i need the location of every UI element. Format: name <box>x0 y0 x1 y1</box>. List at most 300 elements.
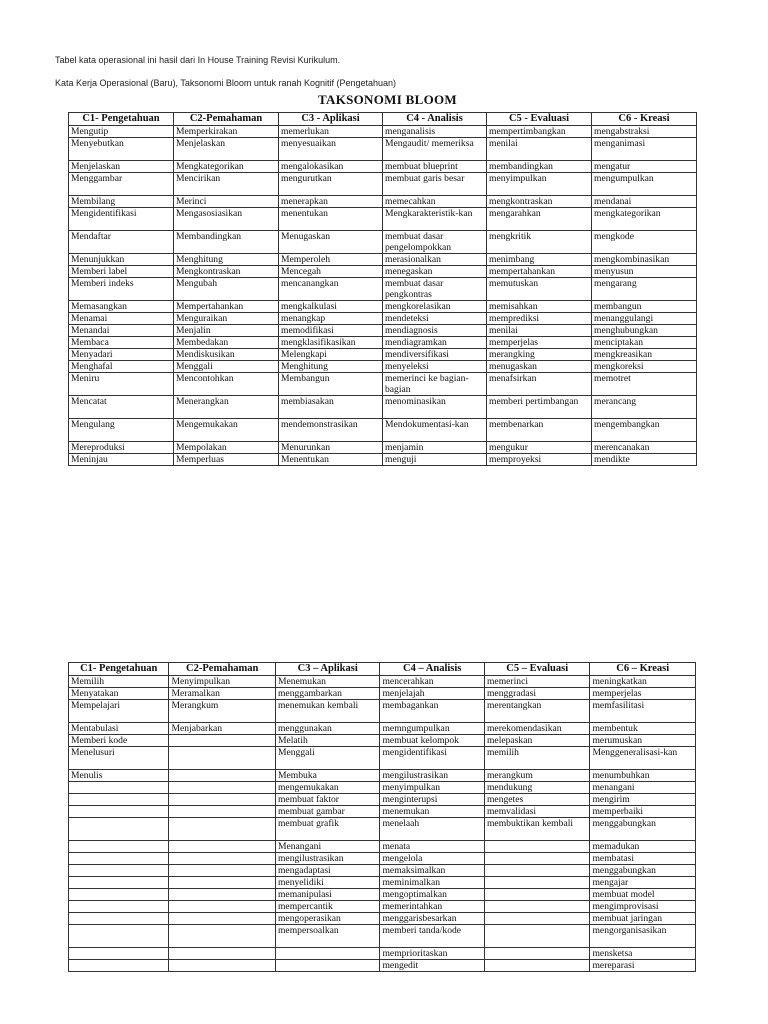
table-cell: Membandingkan <box>174 231 279 254</box>
table-cell: Mereproduksi <box>69 442 174 454</box>
table-cell: memfasilitasi <box>590 700 696 723</box>
table-cell: merasionalkan <box>383 254 487 266</box>
table-cell: Mengkontraskan <box>174 266 279 278</box>
table-cell: menjamin <box>383 442 487 454</box>
table-cell: mendiagnosis <box>383 325 487 337</box>
table-cell: mereparasi <box>590 960 696 972</box>
table-cell: menggarisbesarkan <box>380 913 485 925</box>
table-cell: memngumpulkan <box>380 723 485 735</box>
table-row <box>69 925 696 948</box>
table-cell: mendiversifikasi <box>383 349 487 361</box>
table-cell <box>169 735 276 747</box>
table-row <box>69 889 696 901</box>
column-header: C6 - Kreasi <box>592 113 697 126</box>
table-cell: mengetes <box>484 794 590 806</box>
table-cell: menganalisis <box>383 126 487 138</box>
table-cell: menyeleksi <box>383 361 487 373</box>
table-cell: Mengemukakan <box>174 419 279 442</box>
table-cell: menangkap <box>279 313 383 325</box>
table-cell: Mentabulasi <box>69 723 169 735</box>
table-cell: Menandai <box>69 325 174 337</box>
table-cell: membuat dasar pengkontras <box>383 278 487 301</box>
table-cell: Mencontohkan <box>174 373 279 396</box>
table-cell: mempersoalkan <box>275 925 380 948</box>
table-cell <box>169 853 276 865</box>
table-cell: Memperkirakan <box>174 126 279 138</box>
table-cell: mendemonstrasikan <box>279 419 383 442</box>
table-row <box>69 196 697 208</box>
table-cell: mengajar <box>590 877 696 889</box>
table-cell: mendanai <box>592 196 697 208</box>
table-cell: Merangkum <box>169 700 276 723</box>
column-header: C6 – Kreasi <box>590 663 696 676</box>
table-cell: mendeteksi <box>383 313 487 325</box>
table-cell <box>169 925 276 948</box>
table-cell <box>69 841 169 853</box>
column-header: C4 – Analisis <box>380 663 485 676</box>
table-cell: menciptakan <box>592 337 697 349</box>
table-row <box>69 266 697 278</box>
table-cell: membuktikan kembali <box>484 818 590 841</box>
table-cell: mengoperasikan <box>275 913 380 925</box>
table-cell: menafsirkan <box>487 373 592 396</box>
table-cell: Memberi kode <box>69 735 169 747</box>
table-row <box>69 723 696 735</box>
table-cell: mengarang <box>592 278 697 301</box>
table-cell <box>169 901 276 913</box>
table-cell: Mengubah <box>174 278 279 301</box>
table-cell: memprediksi <box>487 313 592 325</box>
column-header: C1- Pengetahuan <box>69 663 169 676</box>
table-cell: mengabstraksi <box>592 126 697 138</box>
table-cell: Menulis <box>69 770 169 782</box>
table-cell: menggabungkan <box>590 865 696 877</box>
table-row <box>69 231 697 254</box>
table-cell: membagankan <box>380 700 485 723</box>
table-cell <box>484 925 590 948</box>
table-cell: memvalidasi <box>484 806 590 818</box>
table-row <box>69 313 697 325</box>
table-cell: memperbaiki <box>590 806 696 818</box>
table-cell: membenarkan <box>487 419 592 442</box>
table-cell: mendikte <box>592 454 697 466</box>
table-cell: menumbuhkan <box>590 770 696 782</box>
table-row <box>69 770 696 782</box>
table-cell: memperjelas <box>590 688 696 700</box>
table-cell: Menamai <box>69 313 174 325</box>
table-row <box>69 688 696 700</box>
table-cell <box>69 925 169 948</box>
table-cell: mendiagramkan <box>383 337 487 349</box>
table-cell: memberi tanda/kode <box>380 925 485 948</box>
table-cell: mengemukakan <box>275 782 380 794</box>
table-cell: memberi pertimbangan <box>487 396 592 419</box>
table-cell: Meramalkan <box>169 688 276 700</box>
table-cell: menggambarkan <box>275 688 380 700</box>
table-cell <box>69 948 169 960</box>
table-cell: menyimpulkan <box>380 782 485 794</box>
table-cell: mengelola <box>380 853 485 865</box>
table-cell: melepaskan <box>484 735 590 747</box>
table-cell: menilai <box>487 325 592 337</box>
table-cell: mengilustrasikan <box>275 853 380 865</box>
table-cell: Menerangkan <box>174 396 279 419</box>
table-cell <box>169 841 276 853</box>
table-cell: menentukan <box>279 208 383 231</box>
table-cell: Menentukan <box>279 454 383 466</box>
table-cell: memperjelas <box>487 337 592 349</box>
table-cell: Menjelaskan <box>174 138 279 161</box>
table-row <box>69 865 696 877</box>
table-cell: membandingkan <box>487 161 592 173</box>
table-cell: memerlukan <box>279 126 383 138</box>
table-cell <box>484 853 590 865</box>
table-cell: menemukan kembali <box>275 700 380 723</box>
table-cell: mengkombinasikan <box>592 254 697 266</box>
table-cell: mengatur <box>592 161 697 173</box>
table-row <box>69 419 697 442</box>
table-cell: Mengutip <box>69 126 174 138</box>
table-row <box>69 454 697 466</box>
table-cell: memodifikasi <box>279 325 383 337</box>
table-cell <box>484 901 590 913</box>
table-cell: Membedakan <box>174 337 279 349</box>
table-cell: merentangkan <box>484 700 590 723</box>
table-cell: mencerahkan <box>380 676 485 688</box>
table-cell: mendukung <box>484 782 590 794</box>
table-row <box>69 325 697 337</box>
table-cell: mengalokasikan <box>279 161 383 173</box>
table-cell: menimbang <box>487 254 592 266</box>
table-cell: Menemukan <box>275 676 380 688</box>
table-cell: Mendaftar <box>69 231 174 254</box>
table-cell <box>169 782 276 794</box>
table-cell: Mengaudit/ memeriksa <box>383 138 487 161</box>
table-row <box>69 818 696 841</box>
table-cell <box>484 841 590 853</box>
table-cell: membatasi <box>590 853 696 865</box>
table-cell: Menugaskan <box>279 231 383 254</box>
intro-line-2: Kata Kerja Operasional (Baru), Taksonomi Bloom untuk ranah Kognitif (Pengetahuan) <box>55 78 397 88</box>
table-cell <box>69 877 169 889</box>
table-cell <box>169 948 276 960</box>
table-cell: Memperoleh <box>279 254 383 266</box>
table-row <box>69 278 697 301</box>
table-cell: meningkatkan <box>590 676 696 688</box>
table-row <box>69 396 697 419</box>
table-row <box>69 794 696 806</box>
table-cell: menilai <box>487 138 592 161</box>
table-cell: mengorganisasikan <box>590 925 696 948</box>
table-cell: Memberi indeks <box>69 278 174 301</box>
table-cell: meminimalkan <box>380 877 485 889</box>
table-row <box>69 782 696 794</box>
table-cell: memaksimalkan <box>380 865 485 877</box>
table-row <box>69 138 697 161</box>
table-cell: Menjalin <box>174 325 279 337</box>
table-row <box>69 676 696 688</box>
table-cell: menangani <box>590 782 696 794</box>
table-cell: memerinci ke bagian-bagian <box>383 373 487 396</box>
table-row <box>69 735 696 747</box>
table-cell: memanipulasi <box>275 889 380 901</box>
table-cell: mengkalkulasi <box>279 301 383 313</box>
table-cell <box>69 806 169 818</box>
table-cell: mengkontraskan <box>487 196 592 208</box>
table-row <box>69 913 696 925</box>
table-cell: mengarahkan <box>487 208 592 231</box>
table-cell <box>484 960 590 972</box>
table-cell: Mengasosiasikan <box>174 208 279 231</box>
table-cell: Mengidentifikasi <box>69 208 174 231</box>
table-row <box>69 853 696 865</box>
table-cell: Membilang <box>69 196 174 208</box>
table-cell: menggradasi <box>484 688 590 700</box>
table-cell: merancang <box>592 396 697 419</box>
table-cell: Menurunkan <box>279 442 383 454</box>
table-cell <box>169 877 276 889</box>
table-cell: mengkorelasikan <box>383 301 487 313</box>
table-cell: menghubungkan <box>592 325 697 337</box>
table-cell <box>169 913 276 925</box>
table-cell: memadukan <box>590 841 696 853</box>
table-row <box>69 254 697 266</box>
table-cell: Membangun <box>279 373 383 396</box>
table-cell: menggabungkan <box>590 818 696 841</box>
bloom-table-2 <box>68 662 696 972</box>
table-cell: Mencirikan <box>174 173 279 196</box>
table-cell: mengimprovisasi <box>590 901 696 913</box>
table-cell: membuat model <box>590 889 696 901</box>
table-cell: membuat blueprint <box>383 161 487 173</box>
table-cell: mengkategorikan <box>592 208 697 231</box>
table-cell: Melengkapi <box>279 349 383 361</box>
table-row <box>69 301 697 313</box>
table-cell <box>69 901 169 913</box>
table-cell: merencanakan <box>592 442 697 454</box>
table-cell: mempertahankan <box>487 266 592 278</box>
table-cell: membangun <box>592 301 697 313</box>
table-cell: Menyadari <box>69 349 174 361</box>
table-cell <box>484 865 590 877</box>
table-cell: membuat gambar <box>275 806 380 818</box>
table-cell: memerinci <box>484 676 590 688</box>
table-cell: mengadaptasi <box>275 865 380 877</box>
table-cell: menelaah <box>380 818 485 841</box>
table-cell: membuat jaringan <box>590 913 696 925</box>
table-cell: Menggeneralisasi-kan <box>590 747 696 770</box>
table-cell <box>484 889 590 901</box>
table-cell: Menghitung <box>279 361 383 373</box>
table-cell: menggunakan <box>275 723 380 735</box>
table-cell <box>484 877 590 889</box>
table-cell <box>484 913 590 925</box>
table-cell: mengkreasikan <box>592 349 697 361</box>
table-cell <box>69 818 169 841</box>
table-cell: Merinci <box>174 196 279 208</box>
table-cell: Mempelajari <box>69 700 169 723</box>
table-cell <box>69 853 169 865</box>
table-cell: mengklasifikasikan <box>279 337 383 349</box>
table-cell: membuat garis besar <box>383 173 487 196</box>
table-cell: Membaca <box>69 337 174 349</box>
table-cell <box>275 960 380 972</box>
table-row <box>69 349 697 361</box>
table-cell: Menangani <box>275 841 380 853</box>
table-cell: mengurutkan <box>279 173 383 196</box>
table-cell: Menggali <box>275 747 380 770</box>
table-cell: menganimasi <box>592 138 697 161</box>
table-cell: Menyebutkan <box>69 138 174 161</box>
table-cell: Menjabarkan <box>169 723 276 735</box>
table-cell <box>169 865 276 877</box>
table-row <box>69 126 697 138</box>
table-cell: Mengkategorikan <box>174 161 279 173</box>
table-cell: mengkoreksi <box>592 361 697 373</box>
table-row <box>69 960 696 972</box>
table-cell: Mendokumentasi-kan <box>383 419 487 442</box>
table-cell: merangkum <box>484 770 590 782</box>
table-header-row <box>69 663 696 676</box>
column-header: C2-Pemahaman <box>174 113 279 126</box>
table-row <box>69 841 696 853</box>
table-row <box>69 948 696 960</box>
table-cell <box>69 889 169 901</box>
table-cell: Mempertahankan <box>174 301 279 313</box>
table-cell: menyesuaikan <box>279 138 383 161</box>
table-cell: Menunjukkan <box>69 254 174 266</box>
table-cell: Memilih <box>69 676 169 688</box>
table-row <box>69 901 696 913</box>
table-cell <box>169 747 276 770</box>
table-cell: memproyeksi <box>487 454 592 466</box>
table-row <box>69 361 697 373</box>
table-cell: Mempolakan <box>174 442 279 454</box>
table-cell: membuat faktor <box>275 794 380 806</box>
table-cell: Mengkarakteristik-kan <box>383 208 487 231</box>
table-cell: menominasikan <box>383 396 487 419</box>
table-cell: menjelajah <box>380 688 485 700</box>
table-cell: Menggambar <box>69 173 174 196</box>
table-cell: menyelidiki <box>275 877 380 889</box>
table-cell: Memasangkan <box>69 301 174 313</box>
column-header: C5 - Evaluasi <box>487 113 592 126</box>
column-header: C1- Pengetahuan <box>69 113 174 126</box>
column-header: C4 - Analisis <box>383 113 487 126</box>
table-cell: menginterupsi <box>380 794 485 806</box>
table-cell: mengembangkan <box>592 419 697 442</box>
table-cell <box>169 889 276 901</box>
table-cell: Menelusuri <box>69 747 169 770</box>
table-cell: mengedit <box>380 960 485 972</box>
table-cell: memprioritaskan <box>380 948 485 960</box>
table-cell: mengkritik <box>487 231 592 254</box>
table-cell: menata <box>380 841 485 853</box>
table-cell <box>169 818 276 841</box>
table-cell: menugaskan <box>487 361 592 373</box>
table-header-row <box>69 113 697 126</box>
table-row <box>69 337 697 349</box>
bloom-table-1 <box>68 112 697 466</box>
table-cell: memisahkan <box>487 301 592 313</box>
table-cell <box>169 806 276 818</box>
table-cell: Meniru <box>69 373 174 396</box>
page-title: TAKSONOMI BLOOM <box>318 92 457 107</box>
table-cell: memerintahkan <box>380 901 485 913</box>
table-cell: menemukan <box>380 806 485 818</box>
table-cell: mengoptimalkan <box>380 889 485 901</box>
table-cell: Menyimpulkan <box>169 676 276 688</box>
table-cell: mempercantik <box>275 901 380 913</box>
table-cell: Membuka <box>275 770 380 782</box>
table-cell: Mencatat <box>69 396 174 419</box>
table-cell: Menghafal <box>69 361 174 373</box>
table-cell: mempertimbangkan <box>487 126 592 138</box>
table-cell: membentuk <box>590 723 696 735</box>
table-cell: Menguraikan <box>174 313 279 325</box>
table-cell: mengidentifikasi <box>380 747 485 770</box>
table-cell <box>275 948 380 960</box>
table-cell: menyusun <box>592 266 697 278</box>
table-cell <box>69 782 169 794</box>
table-cell: membuat dasar pengelompokkan <box>383 231 487 254</box>
table-row <box>69 747 696 770</box>
table-cell <box>69 913 169 925</box>
table-cell: Memperluas <box>174 454 279 466</box>
table-cell: membuat grafik <box>275 818 380 841</box>
table-cell <box>69 794 169 806</box>
table-row <box>69 373 697 396</box>
table-cell: Mencegah <box>279 266 383 278</box>
table-cell <box>69 865 169 877</box>
table-cell: Memberi label <box>69 266 174 278</box>
table-cell: Menjelaskan <box>69 161 174 173</box>
table-cell: memutuskan <box>487 278 592 301</box>
table-cell: Menyatakan <box>69 688 169 700</box>
table-cell: mengilustrasikan <box>380 770 485 782</box>
table-cell: memotret <box>592 373 697 396</box>
table-cell <box>484 948 590 960</box>
column-header: C3 – Aplikasi <box>275 663 380 676</box>
table-cell: menyimpulkan <box>487 173 592 196</box>
table-cell: menerapkan <box>279 196 383 208</box>
table-cell: menegaskan <box>383 266 487 278</box>
table-row <box>69 208 697 231</box>
column-header: C3 - Aplikasi <box>279 113 383 126</box>
table-cell: memecahkan <box>383 196 487 208</box>
table-cell: Mengulang <box>69 419 174 442</box>
table-row <box>69 161 697 173</box>
table-cell <box>169 794 276 806</box>
table-cell <box>169 770 276 782</box>
table-cell: Menggali <box>174 361 279 373</box>
table-cell: mengukur <box>487 442 592 454</box>
table-cell: mensketsa <box>590 948 696 960</box>
table-row <box>69 877 696 889</box>
table-row <box>69 442 697 454</box>
table-row <box>69 173 697 196</box>
table-cell: menguji <box>383 454 487 466</box>
table-cell: membuat kelompok <box>380 735 485 747</box>
table-cell: mencanangkan <box>279 278 383 301</box>
table-row <box>69 700 696 723</box>
table-cell: Melatih <box>275 735 380 747</box>
table-cell: merumuskan <box>590 735 696 747</box>
table-cell: memilih <box>484 747 590 770</box>
table-cell: Meninjau <box>69 454 174 466</box>
table-cell: mengumpulkan <box>592 173 697 196</box>
table-cell: menanggulangi <box>592 313 697 325</box>
